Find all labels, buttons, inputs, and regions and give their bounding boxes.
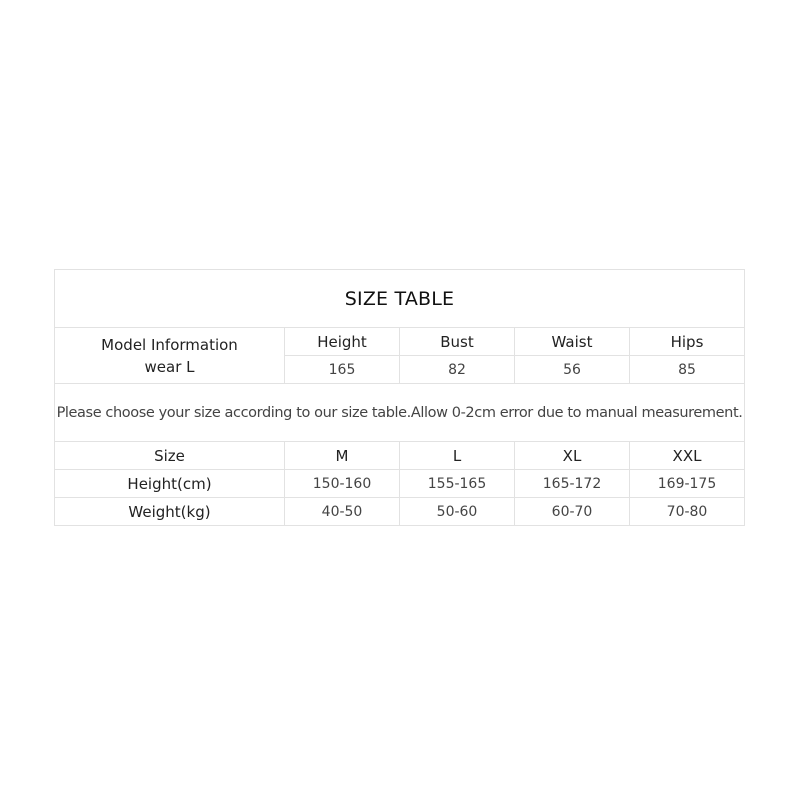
model-value-waist: 56 [515,356,630,384]
size-header-label: Size [55,442,285,470]
model-header-hips: Hips [630,328,745,356]
height-xl: 165-172 [515,470,630,498]
weight-m: 40-50 [285,498,400,526]
size-xl: XL [515,442,630,470]
height-l: 155-165 [400,470,515,498]
weight-xl: 60-70 [515,498,630,526]
height-row [55,470,745,498]
model-wear-label: wear L [144,357,195,376]
height-row-label: Height(cm) [55,470,285,498]
weight-row [55,498,745,526]
model-header-waist: Waist [515,328,630,356]
size-l: L [400,442,515,470]
weight-xxl: 70-80 [630,498,745,526]
model-header-row [55,328,745,356]
model-information-label: Model Information [101,335,238,354]
model-value-hips: 85 [630,356,745,384]
height-m: 150-160 [285,470,400,498]
notice-row [55,384,745,442]
table-title: SIZE TABLE [55,270,745,328]
size-xxl: XXL [630,442,745,470]
size-m: M [285,442,400,470]
model-header-height: Height [285,328,400,356]
model-value-bust: 82 [400,356,515,384]
size-header-row [55,442,745,470]
weight-l: 50-60 [400,498,515,526]
size-table [54,269,745,526]
height-xxl: 169-175 [630,470,745,498]
model-information-cell [55,328,285,384]
measurement-notice: Please choose your size according to our size table.Allow 0-2cm error due to manual measurement. [55,384,745,442]
weight-row-label: Weight(kg) [55,498,285,526]
model-header-bust: Bust [400,328,515,356]
model-value-height: 165 [285,356,400,384]
title-row [55,270,745,328]
